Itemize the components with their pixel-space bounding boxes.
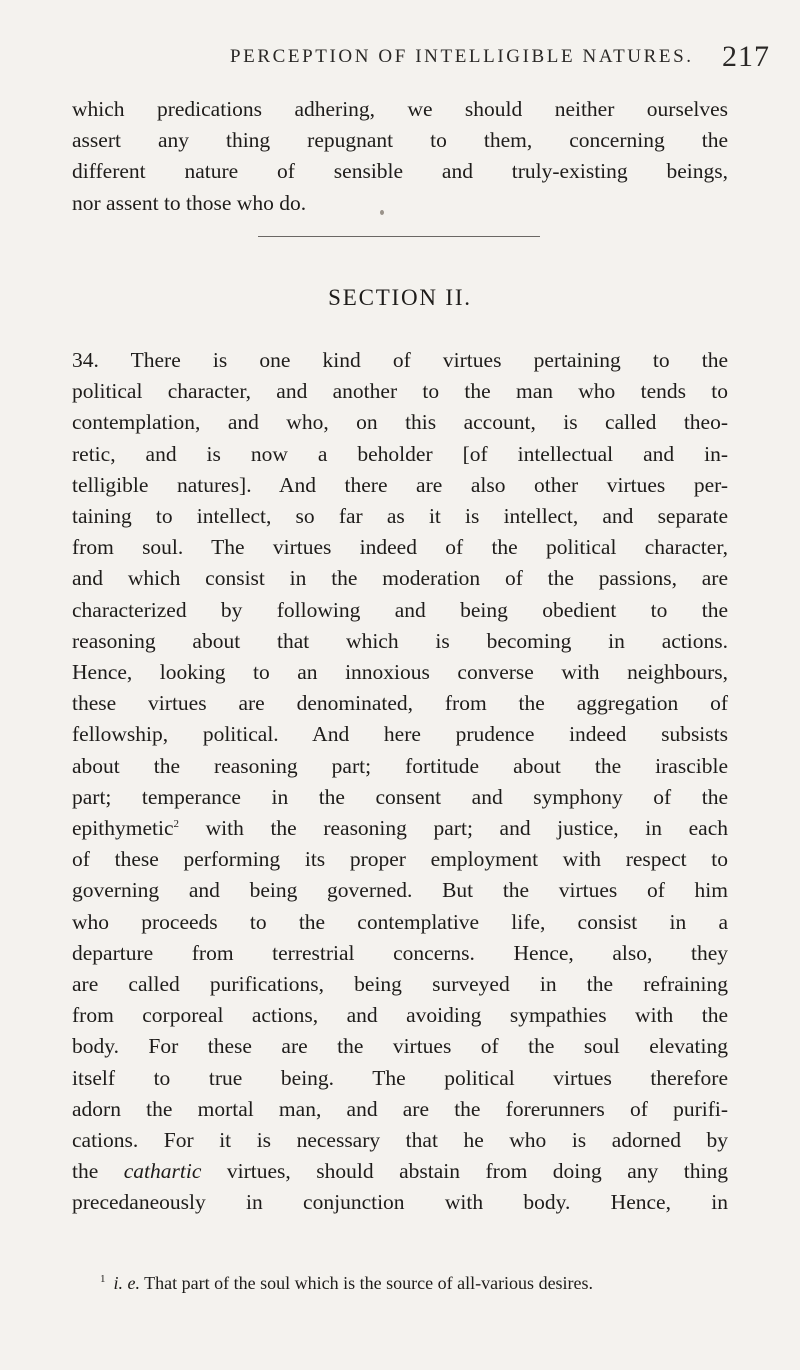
text-line: fellowship, political. And here prudence indeed subsists — [72, 722, 728, 747]
footnote-abbrev: i. e. — [113, 1273, 140, 1293]
text-line: who proceeds to the contemplative life, consist in a — [72, 909, 728, 934]
text-line: from soul. The virtues indeed of the political character, — [72, 535, 728, 560]
text-line-with-italic — [72, 1156, 728, 1187]
text-line: retic, and is now a beholder [of intellectual and in- — [72, 441, 728, 466]
paragraph-34 — [72, 345, 728, 1219]
text-line: and which consist in the moderation of the passions, are — [72, 566, 728, 591]
text-line: nor assent to those who do. — [72, 190, 307, 215]
footnote-mark: 1 — [100, 1273, 106, 1285]
text-line: itself to true being. The political virtues therefore — [72, 1065, 728, 1090]
text-line: telligible natures]. And there are also other virtues per- — [72, 472, 728, 497]
text-line: part; temperance in the consent and symphony of the — [72, 784, 728, 809]
running-head — [230, 38, 770, 78]
text-line: cations. For it is necessary that he who is adorned by — [72, 1128, 728, 1153]
text-fragment: with the reasoning part; and justice, in each — [179, 816, 728, 841]
text-fragment: epithymetic — [72, 816, 174, 841]
text-line: departure from terrestrial concerns. Hence, also, they — [72, 940, 728, 965]
paragraph-continuation — [72, 94, 728, 219]
footnote-text: That part of the soul which is the source of all-various desires. — [140, 1273, 594, 1293]
text-line: these virtues are denominated, from the aggregation of — [72, 691, 728, 716]
text-line: characterized by following and being obedient to the — [72, 597, 728, 622]
page-number: 217 — [722, 40, 770, 73]
text-line: taining to intellect, so far as it is intellect, and separate — [72, 504, 728, 529]
text-line: contemplation, and who, on this account, is called theo- — [72, 410, 728, 435]
ink-speck — [380, 210, 384, 215]
text-line: are called purifications, being surveyed in the refraining — [72, 972, 728, 997]
text-line: reasoning about that which is becoming in actions. — [72, 628, 728, 653]
text-line: about the reasoning part; fortitude about the irascible — [72, 753, 728, 778]
text-line: Hence, looking to an innoxious converse with neighbours, — [72, 660, 728, 685]
text-line: adorn the mortal man, and are the forerunners of purifi- — [72, 1096, 728, 1121]
text-line: assert any thing repugnant to them, concerning the — [72, 128, 728, 153]
footnote — [100, 1267, 728, 1295]
italic-term: cathartic — [123, 1159, 202, 1184]
text-line: precedaneously in conjunction with body. Hence, in — [72, 1190, 728, 1215]
text-line: governing and being governed. But the virtues of him — [72, 878, 728, 903]
text-fragment: virtues, should abstain from doing any thing — [201, 1159, 728, 1184]
text-line: of these performing its proper employment with respect to — [72, 847, 728, 872]
section-divider — [258, 236, 540, 237]
text-line: 34. There is one kind of virtues pertaining to the — [72, 348, 728, 372]
text-line: from corporeal actions, and avoiding sympathies with the — [72, 1003, 728, 1028]
section-heading: SECTION II. — [328, 285, 472, 310]
footnote-reference: 2 — [173, 817, 179, 830]
text-fragment: the — [72, 1159, 124, 1184]
text-line: body. For these are the virtues of the soul elevating — [72, 1034, 728, 1059]
running-title: PERCEPTION OF INTELLIGIBLE NATURES. — [230, 46, 694, 67]
text-line: which predications adhering, we should neither ourselves — [72, 97, 728, 121]
text-line: different nature of sensible and truly-existing beings, — [72, 159, 728, 184]
text-line: political character, and another to the man who tends to — [72, 379, 728, 404]
text-line-with-footnote — [72, 813, 728, 844]
